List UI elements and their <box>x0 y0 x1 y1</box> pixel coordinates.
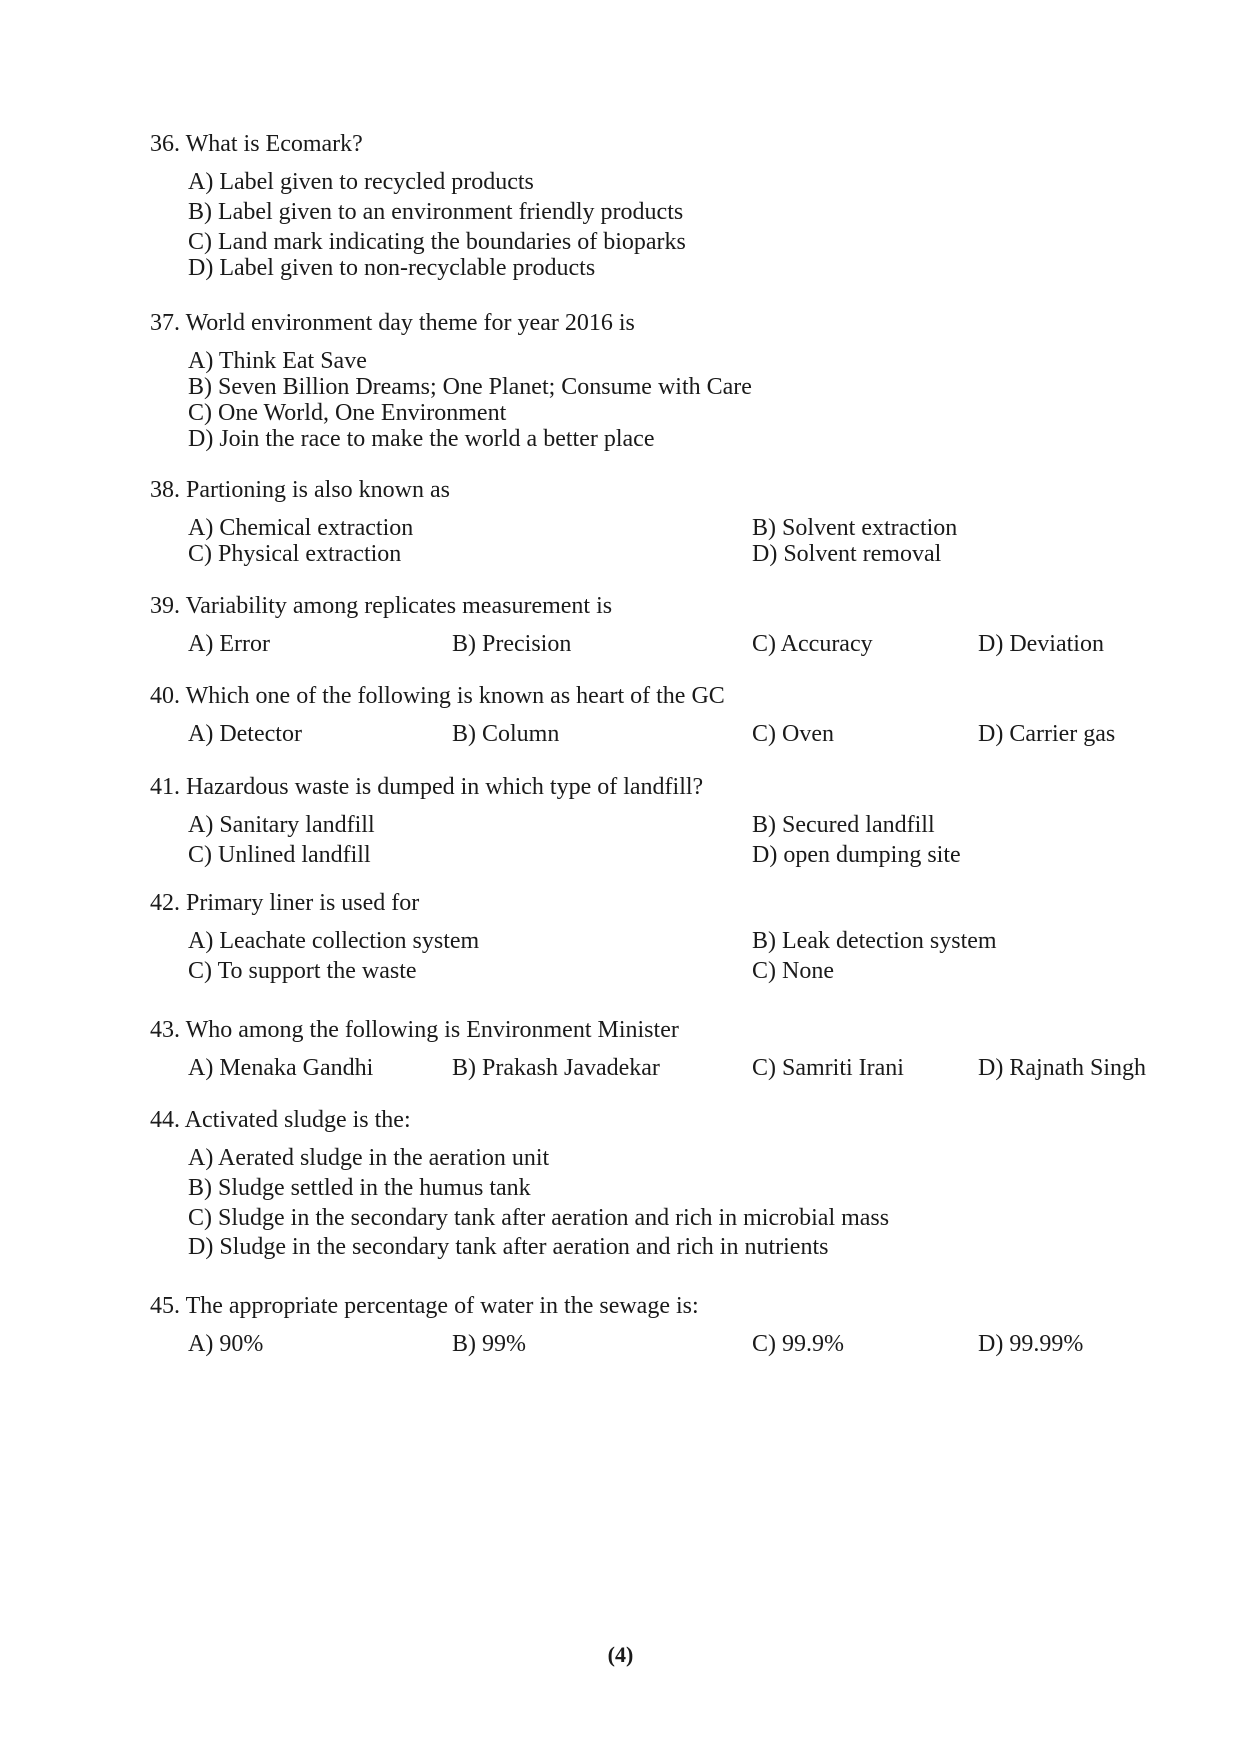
option-c: C) Oven <box>752 721 834 747</box>
option-c: C) Sludge in the secondary tank after aeration and rich in microbial mass <box>188 1205 890 1231</box>
option-b: B) Prakash Javadekar <box>452 1055 660 1081</box>
option-c: C) 99.9% <box>752 1331 844 1357</box>
option-c: C) Physical extraction <box>188 541 402 567</box>
question-text: 40. Which one of the following is known as heart of the GC <box>150 683 725 709</box>
option-b: B) Seven Billion Dreams; One Planet; Consume with Care <box>188 374 752 400</box>
option-d: D) open dumping site <box>752 842 961 868</box>
option-c: C) Unlined landfill <box>188 842 371 868</box>
option-b: B) Secured landfill <box>752 812 935 838</box>
option-b: B) Precision <box>452 631 572 657</box>
option-c: C) Accuracy <box>752 631 873 657</box>
option-a: A) 90% <box>188 1331 264 1357</box>
option-d: D) Label given to non-recyclable products <box>188 255 596 281</box>
option-a: A) Chemical extraction <box>188 515 414 541</box>
question-text: 42. Primary liner is used for <box>150 890 420 916</box>
option-a: A) Error <box>188 631 270 657</box>
option-d: D) Sludge in the secondary tank after aeration and rich in nutrients <box>188 1234 829 1260</box>
option-c: C) Land mark indicating the boundaries of bioparks <box>188 229 686 255</box>
page-number: (4) <box>607 1642 634 1667</box>
question-text: 37. World environment day theme for year 2016 is <box>150 310 635 336</box>
option-b: B) Solvent extraction <box>752 515 958 541</box>
option-b: B) Column <box>452 721 560 747</box>
option-d: D) Rajnath Singh <box>978 1055 1146 1081</box>
option-b: B) Sludge settled in the humus tank <box>188 1175 531 1201</box>
option-d: C) None <box>752 958 834 984</box>
question-text: 41. Hazardous waste is dumped in which type of landfill? <box>150 774 704 800</box>
option-c: C) Samriti Irani <box>752 1055 904 1081</box>
option-a: A) Menaka Gandhi <box>188 1055 374 1081</box>
question-text: 44. Activated sludge is the: <box>150 1107 411 1133</box>
option-d: D) Deviation <box>978 631 1104 657</box>
option-a: A) Label given to recycled products <box>188 169 534 195</box>
option-a: A) Aerated sludge in the aeration unit <box>188 1145 550 1171</box>
option-d: D) Carrier gas <box>978 721 1116 747</box>
question-text: 36. What is Ecomark? <box>150 131 363 157</box>
option-a: A) Detector <box>188 721 302 747</box>
option-a: A) Sanitary landfill <box>188 812 375 838</box>
option-b: B) Label given to an environment friendly products <box>188 199 684 225</box>
question-text: 45. The appropriate percentage of water in the sewage is: <box>150 1293 699 1319</box>
option-d: D) 99.99% <box>978 1331 1084 1357</box>
option-c: C) One World, One Environment <box>188 400 507 426</box>
option-a: A) Leachate collection system <box>188 928 480 954</box>
option-d: D) Solvent removal <box>752 541 942 567</box>
option-b: B) 99% <box>452 1331 526 1357</box>
question-text: 43. Who among the following is Environment Minister <box>150 1017 679 1043</box>
option-a: A) Think Eat Save <box>188 348 367 374</box>
question-text: 39. Variability among replicates measurement is <box>150 593 613 619</box>
option-c: C) To support the waste <box>188 958 417 984</box>
question-text: 38. Partioning is also known as <box>150 477 450 503</box>
option-b: B) Leak detection system <box>752 928 997 954</box>
option-d: D) Join the race to make the world a better place <box>188 426 655 452</box>
